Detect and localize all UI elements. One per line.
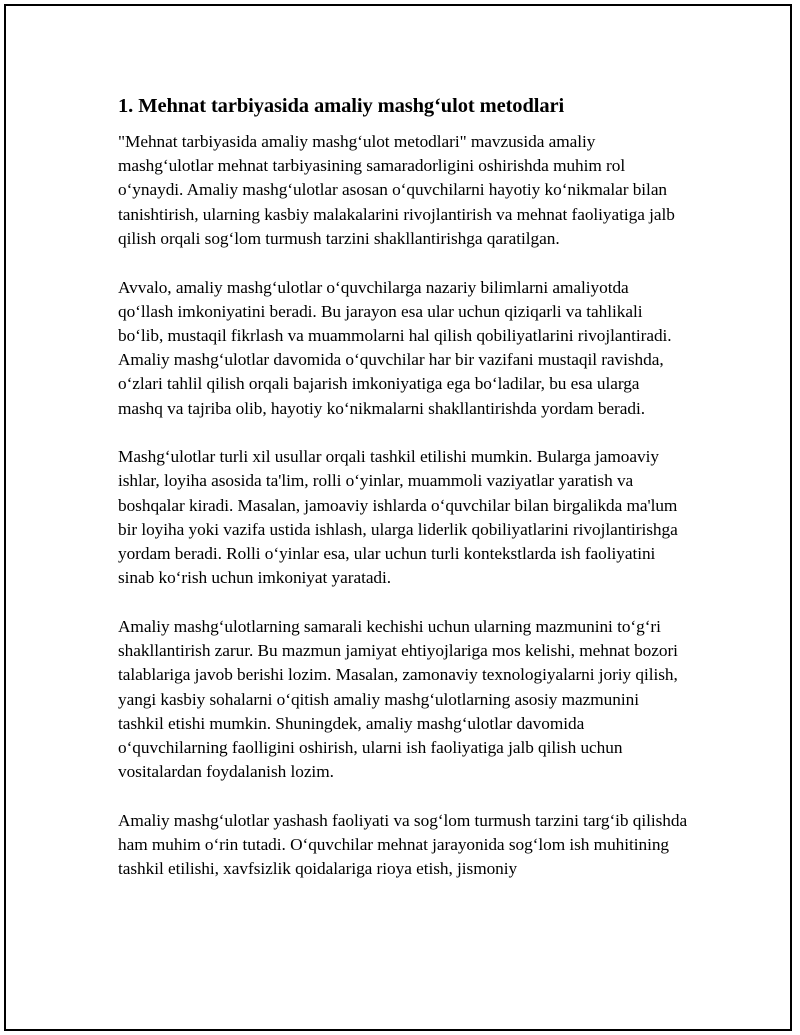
paragraph-2: Avvalo, amaliy mashg‘ulotlar o‘quvchilarga nazariy bilimlarni amaliyotda qo‘llash imkoniyatini beradi. Bu jarayon esa ular uchun qiziqarli va tahlikali bo‘lib, mustaqil fikrlash va muammolarni hal qilish qobiliyatlarini rivojlantiradi. Amaliy mashg‘ulotlar davomida o‘quvchilar har bir vazifani mustaqil ravishda, o‘zlari tahlil qilish orqali bajarish imkoniyatiga ega bo‘ladilar, bu esa ularga mashq va tajriba olib, hayotiy ko‘nikmalarni shakllantirishda yordam beradi. [118,277,672,418]
paragraph-4: Amaliy mashg‘ulotlarning samarali kechishi uchun ularning mazmunini to‘g‘ri shakllantirish zarur. Bu mazmun jamiyat ehtiyojlariga mos kelishi, mehnat bozori talablariga javob berishi lozim. Masalan, zamonaviy texnologiyalarni joriy qilish, yangi kasbiy sohalarni o‘qitish amaliy mashg‘ulotlarning asosiy mazmunini tashkil etishi mumkin. Shuningdek, amaliy mashg‘ulotlar davomida o‘quvchilarning faolligini oshirish, ularni ish faoliyatiga jalb qilish uchun vositalardan foydalanish lozim. [118,616,678,782]
section-heading: 1. Mehnat tarbiyasida amaliy mashg‘ulot metodlari [118,95,565,117]
paragraph-1: "Mehnat tarbiyasida amaliy mashg‘ulot metodlari" mavzusida amaliy mashg‘ulotlar mehnat tarbiyasining samaradorligini oshirishda muhim rol o‘ynaydi. Amaliy mashg‘ulotlar asosan o‘quvchilarni hayotiy ko‘nikmalar bilan tanishtirish, ularning kasbiy malakalarini rivojlantirish va mehnat faoliyatiga jalb qilish orqali sog‘lom turmush tarzini shakllantirishga qaratilgan. [118,132,675,248]
paragraph-5: Amaliy mashg‘ulotlar yashash faoliyati va sog‘lom turmush tarzini targ‘ib qilishda ham muhim o‘rin tutadi. O‘quvchilar mehnat jarayonida sog‘lom ish muhitining tashkil etilishi, xavfsizlik qoidalariga rioya etish, jismoniy [118,810,688,879]
paragraph-3: Mashg‘ulotlar turli xil usullar orqali tashkil etilishi mumkin. Bularga jamoaviy ishlar, loyiha asosida ta'lim, rolli o‘yinlar, muammoli vaziyatlar yaratish va boshqalar kiradi. Masalan, jamoaviy ishlarda o‘quvchilar bilan birgalikda ma'lum bir loyiha yoki vazifa ustida ishlash, ularga liderlik qobiliyatlarini rivojlantirishga yordam beradi. Rolli o‘yinlar esa, ular uchun turli kontekstlarda ish faoliyatini sinab ko‘rish uchun imkoniyat yaratadi. [118,447,678,588]
document-body [118,94,688,906]
